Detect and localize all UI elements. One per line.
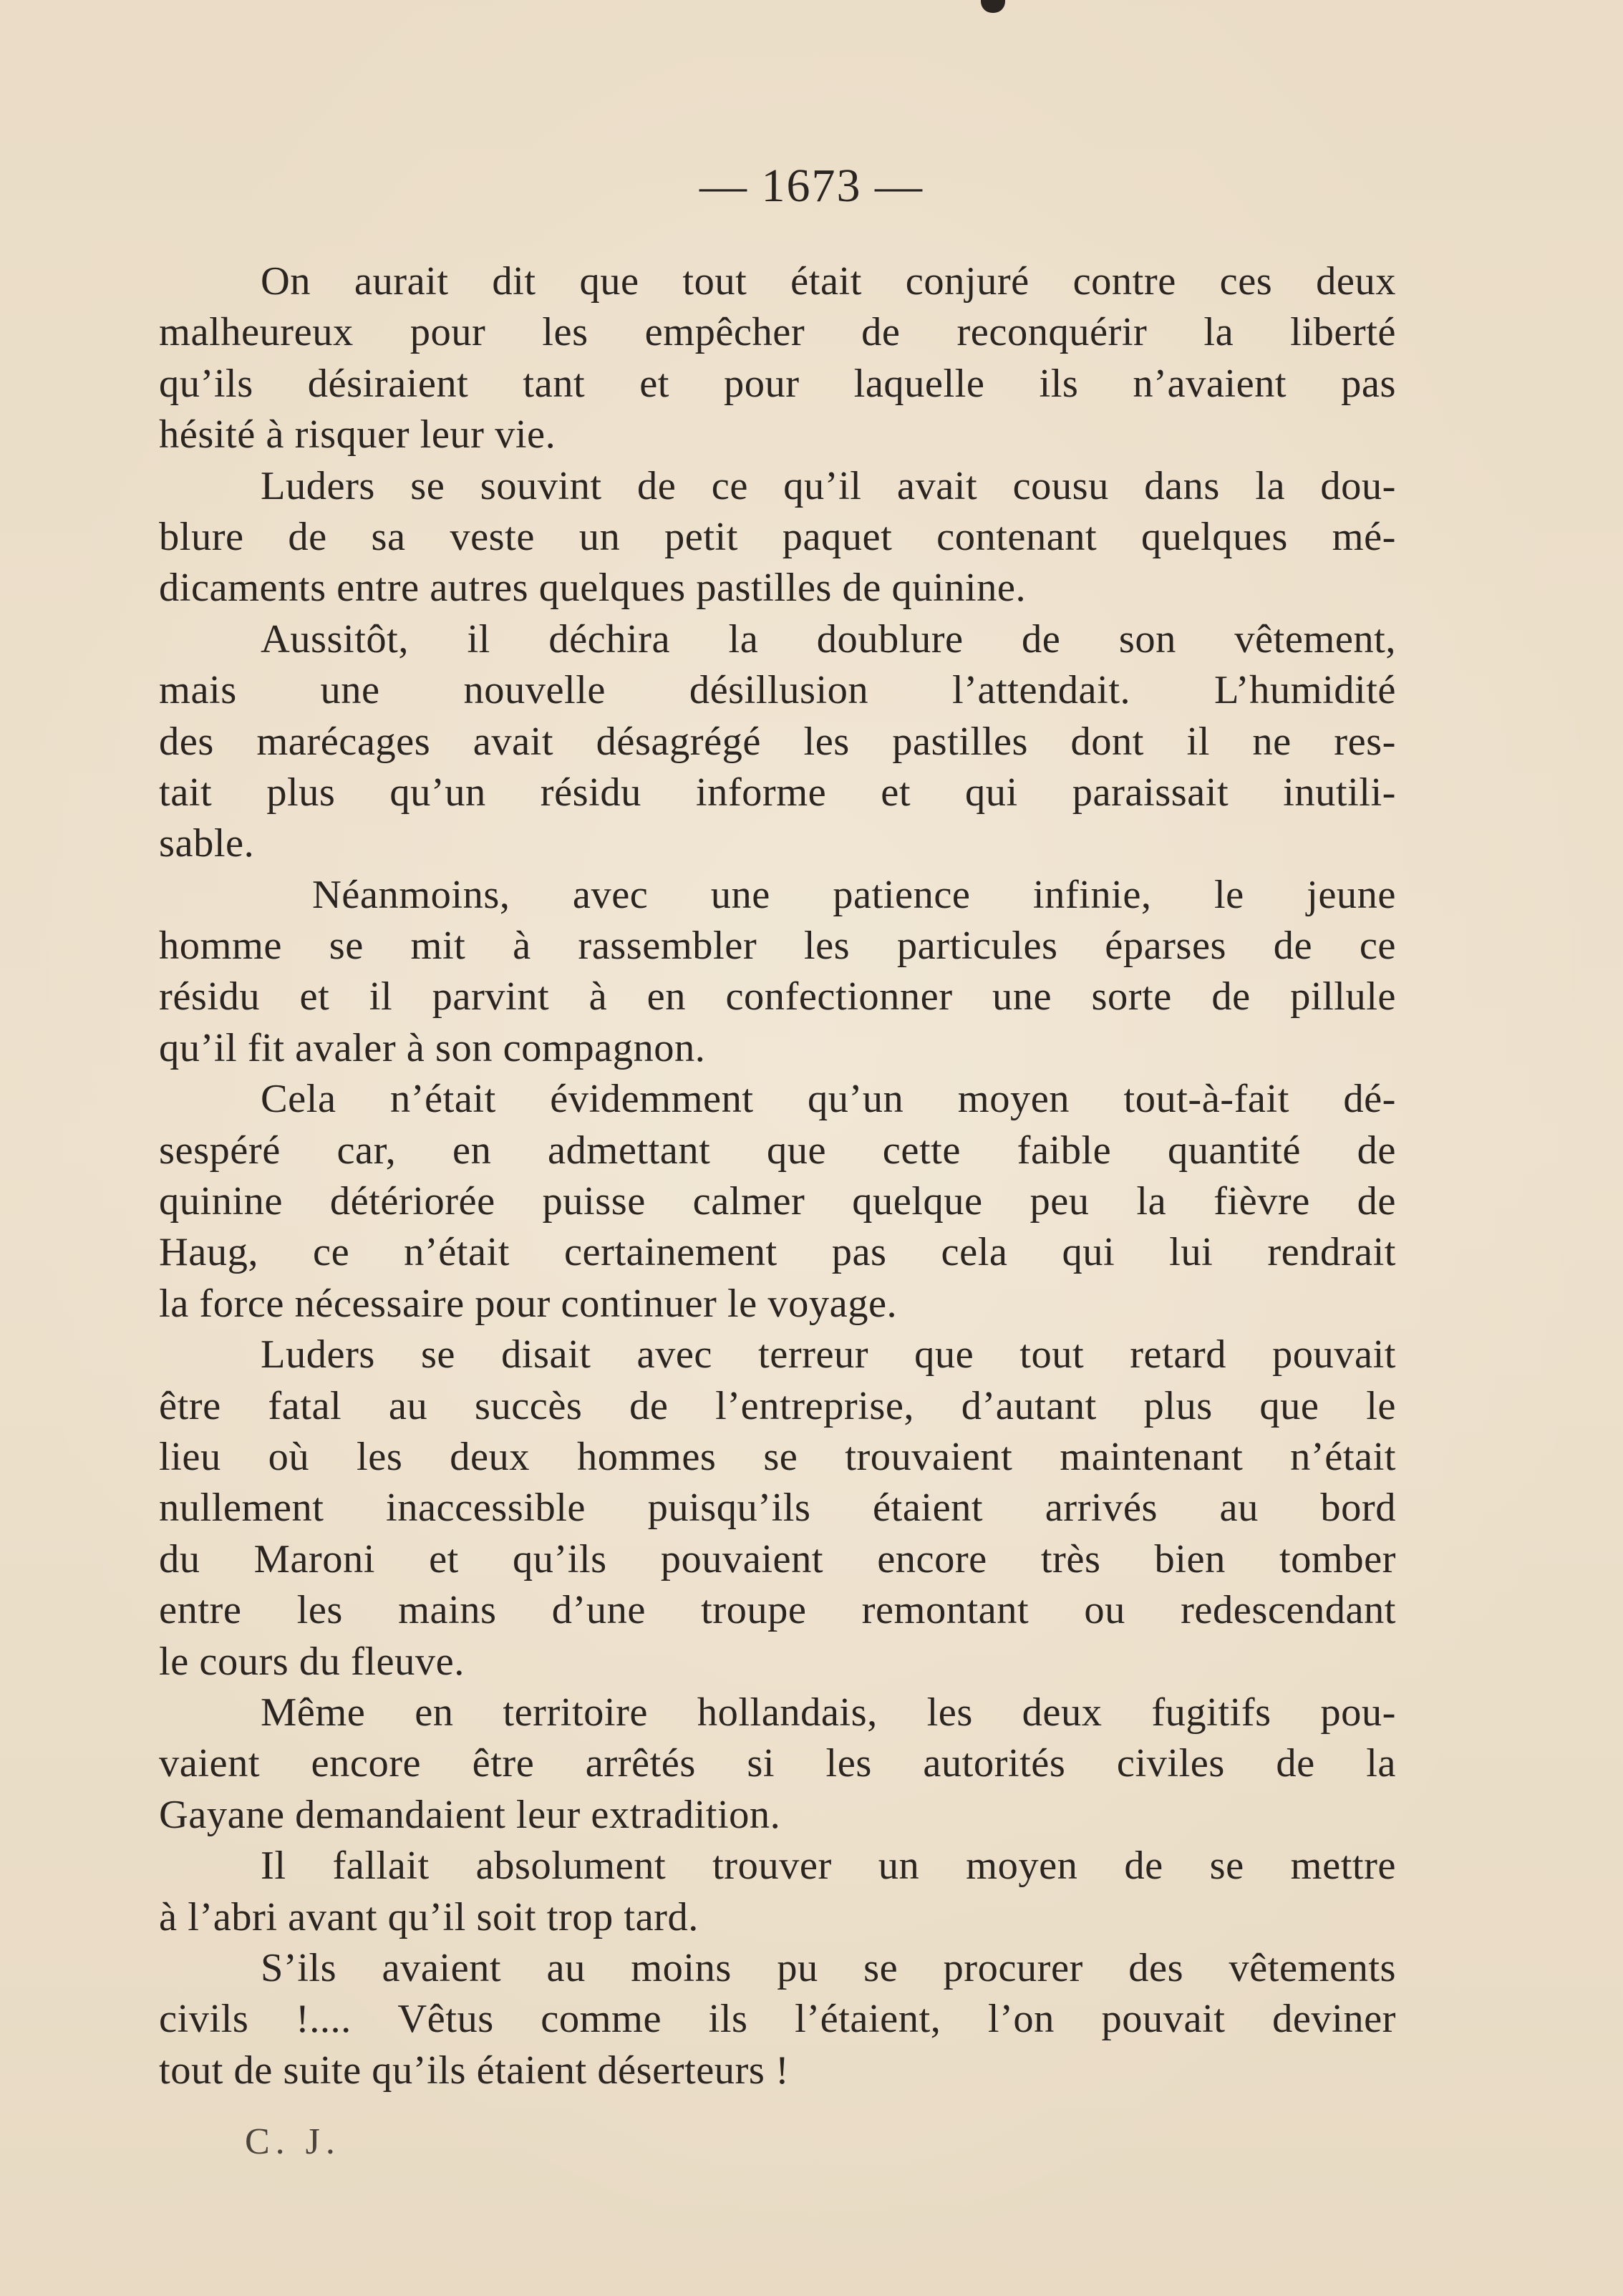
text-line: Aussitôt, il déchira la doublure de son vêtement, xyxy=(261,616,1396,662)
text-line: Il fallait absolument trouver un moyen de se mettre xyxy=(261,1844,1396,1889)
text-line: blure de sa veste un petit paquet contenant quelques mé- xyxy=(159,514,1396,559)
text-line: qu’il fit avaler à son compagnon. xyxy=(159,1025,706,1070)
text-line: Néanmoins, avec une patience infinie, le jeune xyxy=(312,872,1396,917)
text-line: mais une nouvelle désillusion l’attendait. L’humidité xyxy=(159,668,1396,713)
text-line: homme se mit à rassembler les particules éparses de ce xyxy=(159,924,1396,969)
text-line: le cours du fleuve. xyxy=(159,1639,465,1684)
text-line: du Maroni et qu’ils pouvaient encore très bien tomber xyxy=(159,1536,1396,1581)
text-line: On aurait dit que tout était conjuré contre ces deux xyxy=(261,259,1396,304)
text-line: Luders se souvint de ce qu’il avait cousu dans la dou- xyxy=(261,463,1396,508)
text-line: à l’abri avant qu’il soit trop tard. xyxy=(159,1894,699,1939)
text-line: la force nécessaire pour continuer le voyage. xyxy=(159,1281,898,1326)
text-line: Gayane demandaient leur extradition. xyxy=(159,1792,781,1837)
text-line: Cela n’était évidemment qu’un moyen tout-à-fait dé- xyxy=(261,1077,1396,1122)
text-line: lieu où les deux hommes se trouvaient maintenant n’était xyxy=(159,1434,1396,1479)
page-number: — 1673 — xyxy=(699,160,924,212)
ink-blot xyxy=(981,0,1005,13)
text-line: dicaments entre autres quelques pastilles de quinine. xyxy=(159,566,1027,611)
text-line: hésité à risquer leur vie. xyxy=(159,412,556,457)
text-line: civils !.... Vêtus comme ils l’étaient, l’on pouvait deviner xyxy=(159,1997,1396,2042)
text-line: sespéré car, en admettant que cette faible quantité de xyxy=(159,1128,1396,1173)
text-line: résidu et il parvint à en confectionner une sorte de pillule xyxy=(159,974,1396,1019)
body-text xyxy=(159,256,1396,2096)
signature-mark: C. J. xyxy=(245,2121,341,2162)
text-line: sable. xyxy=(159,821,255,866)
text-line: malheureux pour les empêcher de reconquérir la liberté xyxy=(159,310,1396,355)
text-line: qu’ils désiraient tant et pour laquelle ils n’avaient pas xyxy=(159,361,1396,406)
text-line: être fatal au succès de l’entreprise, d’autant plus que le xyxy=(159,1383,1396,1428)
text-line: tout de suite qu’ils étaient déserteurs ! xyxy=(159,2048,790,2093)
text-line: Même en territoire hollandais, les deux fugitifs pou- xyxy=(261,1690,1396,1735)
text-line: quinine détériorée puisse calmer quelque peu la fièvre de xyxy=(159,1179,1396,1224)
text-line: entre les mains d’une troupe remontant ou redescendant xyxy=(159,1588,1396,1633)
text-line: vaient encore être arrêtés si les autorités civiles de la xyxy=(159,1741,1396,1786)
text-line: Haug, ce n’était certainement pas cela qui lui rendrait xyxy=(159,1230,1396,1275)
text-line: tait plus qu’un résidu informe et qui paraissait inutili- xyxy=(159,770,1396,815)
text-line: S’ils avaient au moins pu se procurer des vêtements xyxy=(261,1945,1396,1990)
text-line: nullement inaccessible puisqu’ils étaient arrivés au bord xyxy=(159,1486,1396,1531)
text-line: Luders se disait avec terreur que tout retard pouvait xyxy=(261,1332,1396,1377)
text-line: des marécages avait désagrégé les pastilles dont il ne res- xyxy=(159,719,1396,764)
